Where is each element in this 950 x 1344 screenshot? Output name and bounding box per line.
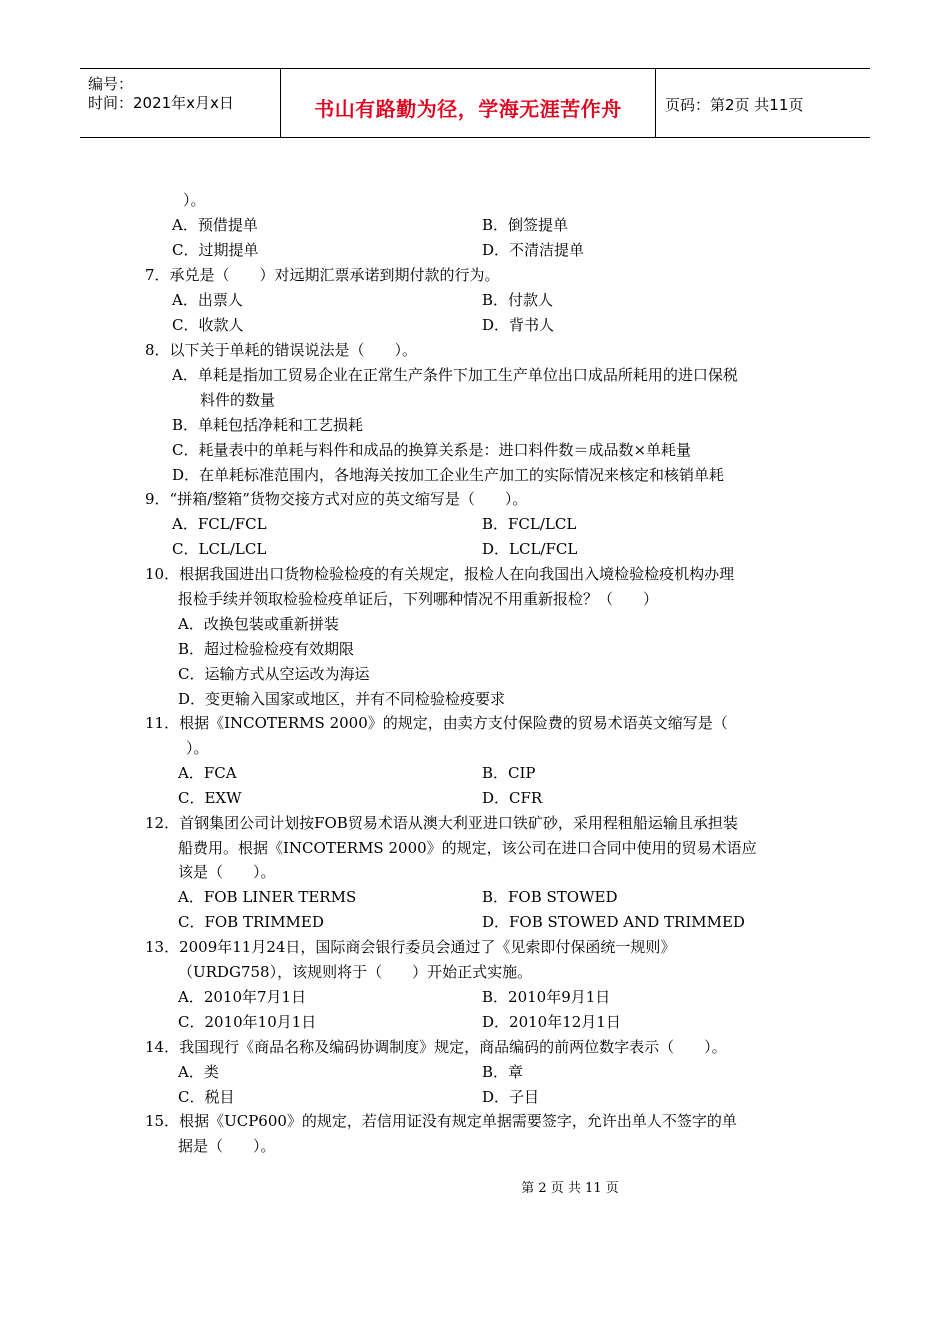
- option-c: C．LCL/LCL: [172, 540, 267, 558]
- option-a: A．类: [178, 1063, 219, 1081]
- header-page-info: 页码：第2页 共11页: [665, 96, 804, 114]
- question-13-continued: （URDG758），该规则将于（ ）开始正式实施。: [178, 963, 533, 981]
- option-d: D．变更输入国家或地区，并有不同检验检疫要求: [178, 690, 506, 708]
- option-a: A．改换包装或重新拼装: [178, 615, 339, 633]
- question-15-continued: 据是（ ）。: [178, 1137, 276, 1155]
- question-7: 7．承兑是（ ）对远期汇票承诺到期付款的行为。: [145, 266, 500, 284]
- option-d: D．CFR: [482, 789, 543, 807]
- question-14: 14．我国现行《商品名称及编码协调制度》规定，商品编码的前两位数字表示（ ）。: [145, 1038, 727, 1056]
- continuation-line: ）。: [183, 191, 206, 209]
- question-15: 15．根据《UCP600》的规定，若信用证没有规定单据需要签字，允许出单人不签字的单: [145, 1112, 737, 1130]
- option-a: A．预借提单: [172, 216, 258, 234]
- option-a-continued: 料件的数量: [200, 391, 276, 409]
- option-c: C．税目: [178, 1088, 235, 1106]
- header-page-cell: [655, 69, 870, 137]
- option-d: D．不清洁提单: [482, 241, 585, 259]
- question-9: 9．“拼箱/整箱”货物交接方式对应的英文缩写是（ ）。: [145, 490, 528, 508]
- question-12-continued: 该是（ ）。: [178, 863, 276, 881]
- question-10: 10．根据我国进出口货物检验检疫的有关规定，报检人在向我国出入境检验检疫机构办理: [145, 565, 735, 583]
- document-header: [80, 68, 870, 138]
- option-d: D．背书人: [482, 316, 555, 334]
- question-11: 11．根据《INCOTERMS 2000》的规定，由卖方支付保险费的贸易术语英文缩写是（: [145, 714, 728, 732]
- option-c: C．EXW: [178, 789, 242, 807]
- question-8: 8．以下关于单耗的错误说法是（ ）。: [145, 341, 418, 359]
- option-a: A．FOB LINER TERMS: [178, 888, 357, 906]
- date-label: 时间：2021年x月x日: [88, 94, 234, 112]
- option-d: D．子目: [482, 1088, 540, 1106]
- option-c: C．运输方式从空运改为海运: [178, 665, 370, 683]
- option-c: C．收款人: [172, 316, 244, 334]
- option-a: A．2010年7月1日: [178, 988, 307, 1006]
- option-c: C．FOB TRIMMED: [178, 913, 324, 931]
- question-12: 12．首钢集团公司计划按FOB贸易术语从澳大利亚进口铁矿砂，采用程租船运输且承担装: [145, 814, 738, 832]
- option-a: A．FCL/FCL: [172, 515, 267, 533]
- option-d: D．2010年12月1日: [482, 1013, 621, 1031]
- option-c: C．2010年10月1日: [178, 1013, 317, 1031]
- option-b: B．章: [482, 1063, 524, 1081]
- page-footer: 第 2 页 共 11 页: [521, 1181, 619, 1196]
- option-d: D．在单耗标准范围内，各地海关按加工企业生产加工的实际情况来核定和核销单耗: [172, 466, 725, 484]
- option-a: A．出票人: [172, 291, 243, 309]
- option-b: B．FOB STOWED: [482, 888, 618, 906]
- option-b: B．FCL/LCL: [482, 515, 577, 533]
- option-b: B．CIP: [482, 764, 536, 782]
- header-left-cell: [80, 69, 280, 137]
- option-b: B．单耗包括净耗和工艺损耗: [172, 416, 364, 434]
- option-d: D．LCL/FCL: [482, 540, 578, 558]
- option-a: A．单耗是指加工贸易企业在正常生产条件下加工生产单位出口成品所耗用的进口保税: [172, 366, 738, 384]
- question-12-continued: 船费用。根据《INCOTERMS 2000》的规定，该公司在进口合同中使用的贸易术语应: [178, 839, 757, 857]
- question-10-continued: 报检手续并领取检验检疫单证后，下列哪种情况不用重新报检？（ ）: [178, 590, 659, 608]
- question-13: 13．2009年11月24日，国际商会银行委员会通过了《见索即付保函统一规则》: [145, 938, 676, 956]
- header-motto-cell: [280, 69, 656, 137]
- option-b: B．倒签提单: [482, 216, 569, 234]
- option-c: C．耗量表中的单耗与料件和成品的换算关系是：进口料件数＝成品数×单耗量: [172, 441, 692, 459]
- option-b: B．2010年9月1日: [482, 988, 611, 1006]
- motto: 书山有路勤为径，学海无涯苦作舟: [314, 97, 622, 121]
- option-b: B．付款人: [482, 291, 554, 309]
- option-b: B．超过检验检疫有效期限: [178, 640, 355, 658]
- number-label: 编号：: [88, 75, 134, 93]
- option-a: A．FCA: [178, 764, 237, 782]
- option-c: C．过期提单: [172, 241, 259, 259]
- question-11-continued: ）。: [186, 739, 209, 757]
- option-d: D．FOB STOWED AND TRIMMED: [482, 913, 745, 931]
